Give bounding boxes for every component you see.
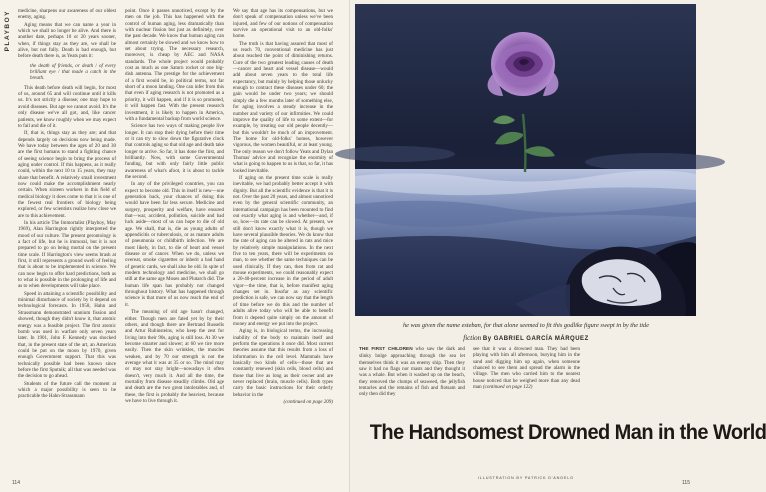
paragraph: point. Once it passes unnoticed, except by the men on the job. This has happened with the control of human aging, less dramatically than with nuclear fission but just as definitely, over the past decade. We know that human aging can almost certainly be slowed and we know how to set about trying. The necessary research, moreover, is cheap by AEC and NASA standards. The whole project would probably cost as much as one Saturn rocket or one big-dish antenna. The prestige for the achievement of a first would be, in political terms, not far short of a moon landing. One can infer from this that even if aging research is not promoted as a priority, it will happen, and if it is so promoted, it will happen fast. With the present research investment, it is likely to happen in America, with a fundamental backup from world science. xyxy=(125,8,224,122)
paragraph: Speed in attaining a scientific possibility and minimal disturbance of society by it depend on technological forecasts. In 1958, Hahn and Strassmann demonstrated uranium fission and showed, though they didn't know it, that atomic energy was a feasible project. The first atomic bomb was used in warfare only seven years later. In 1901, John F. Kennedy was shocked that, in the present state of the art, an American could be put on the moon by 1970, given enough Government support. That this was technically possible had been known since before the first Sputnik; all that was needed was the decision to go ahead. xyxy=(18,290,116,380)
magazine-brand: PLAYBOY xyxy=(4,10,11,52)
byline-prefix: fiction xyxy=(463,334,482,342)
story-byline xyxy=(358,334,694,342)
left-column-1 xyxy=(18,8,116,463)
paragraph: This death before death will begin, for most of us, around 65 and will continue until it kills us. It's not strictly a disease; one may hope to avoid diseases. But age we cannot avoid. It's the only disease we've all got, and, like cancer patients, we know roughly when we may expect to fail and die of it. xyxy=(18,84,116,129)
continued-note: (continued on page 209) xyxy=(283,398,333,405)
paragraph: medicine, sharpens our awareness of our oldest enemy, aging. xyxy=(18,8,116,21)
poem-quote: the death of friends, or death / of every brilliant eye / that made a catch in the breath. xyxy=(30,62,116,82)
page-number-left: 114 xyxy=(12,480,20,486)
left-page xyxy=(0,0,350,492)
paragraph: We say that age has its compensations, but we don't speak of compensation unless we've been injured, and few of our notions of compensation survive an operational visit to an old-folks' home. xyxy=(233,8,333,40)
illustration-caption: he was given the name esteban, for that alone seemed to fit this godlike figure swept in by the tide xyxy=(403,322,649,329)
story-text: see that it was a drowned man. They had been playing with him all afternoon, burying him in the sand and digging him up again, when someone chanced to see them and spread the alarm in the village. The men who carried him to the nearest house noticed that he weighed more than any dead man xyxy=(473,346,580,391)
left-column-3 xyxy=(233,8,333,473)
paragraph: If aging on the present time scale is really inevitable, we had probably better accept it with dignity. But all the scientific evidence is that it is not. Over the past 20 years, and almost unnoticed even by the general scientific community, an international campaign has been mounted to find out exactly what aging is and whether—and, if so, how—its rate can be slowed. At present, we still don't know exactly what it is, though we have several plausible theories. We do know that the rate of aging can be altered in rats and mice by relatively simple manipulations. In the next five to ten years, there will be experiments on man, to see whether the same techniques can be used clinically. If they can, then from rat and mouse experiments, we could reasonably expect a 20-40-percent increase in the period of adult vigor—the time, that is, before manifest aging changes set in. Insofar as any scientific prediction is safe, we can now say that the length of time before we do this and the number of adults alive today who will be able to benefit from it depend quite simply on the amount of money and energy we put into the project. xyxy=(233,174,333,327)
page-number-right: 115 xyxy=(682,480,690,486)
paragraph: Aging means that we can name a year in which we shall no longer be alive. And there is another date, perhaps 10 or 20 years sooner, when, if things stay as they are, we shall be alive, but not fully. Death is bad enough, but before death there is, as Yeats puts it: xyxy=(18,21,116,60)
story-headline: The Handsomest Drowned Man in the World xyxy=(369,420,766,444)
paragraph: The meaning of old age hasn't changed, either. Though men are fated yet by by their others, and though there are Bertrand Russells and Artur Rubinsteins, who keep the zest for living into their 90s, aging is still loss. At 30 we become smarter and slower; at 60 we tire more easily. Then the skin wrinkles, the muscles weaken, and by 70 our strength is not the average what it was at 35 or so. The mind may or may not stay bright—nowadays it often doesn't, very much it. And all the time, the mortality from disease steadily climbs. Old age and death are the two great intolerables and, of these, the first is probably the heaviest, because we have to live through it. xyxy=(125,309,224,404)
paragraph: In any of the privileged countries, you can expect to become old. This in itself is new—one generation back, your chances of doing this would have been far less secure. Medicine and surgery, prosperity and welfare, have ensured that—war, accident, pollution, suicide and bad luck aside—most of us can hope to die of old age. We shall, that is, die as young adults of appendicitis or tuberculosis, or as mature adults of pneumonia or childbirth infection. We are most likely, in fact, to die of heart and vessel disease or of cancer. When we do, unless we overeat, smoke cigarettes or inherit a bad hand of genetic cards, we shall also be old. In spite of modern technology and medicine, we shall go still at the same age Moses and Plutarch did. The human life span has probably not changed throughout history. What has happened through science is that more of us now reach the end of it. xyxy=(125,181,224,308)
byline-author: By GABRIEL GARCÍA MÁRQUEZ xyxy=(482,336,589,342)
paragraph: Aging is, in biological terms, the increasing inability of the body to maintain itself and perform the operations it once did. Most current theories assume that this results from a loss of information in the cell level. Mammals have basically two kinds of cells—those that are constantly renewed (skin cells, blood cells) and those that live as long as their owner and are never replaced (brain, muscle cells). Both types carry the basic instructions for their orderly behavior in the xyxy=(233,328,333,398)
continued-note: (continued on page 122) xyxy=(482,384,533,391)
paragraph: Students of the future call the moment at which a major possibility is seen to be practicable the Hahn-Strassmann xyxy=(18,380,116,400)
illustration-credit: ILLUSTRATION BY PATRICK D'ANGELO xyxy=(478,476,574,480)
paragraph: If, that is, things stay as they are; and that depends largely on decisions now being made. We have today between the ages of 20 and 30 are the first humans to stand a fighting chance of seeing science begin to bring the process of aging under control. If this happens, as it really could, within the next 10 to 15 years, they may share that benefit. A relatively small investment now could make the accomplishment nearly certain. When sixteen workers in this field of medical biology it does come to that it is one of the fewest real frontiers of biology being explored, or few scientists realize how close we are to this achievement. xyxy=(18,130,116,219)
story-lead-in: THE FIRST CHILDREN xyxy=(359,347,413,352)
story-column-2 xyxy=(473,346,580,414)
story-column-1 xyxy=(359,346,465,414)
story-text: who saw the dark and slinky bulge approaching through the sea let themselves think it was an enemy ship. Then they saw it had no flags nor masts and they thought it was a whale. But when it washed up on the beach, they removed the clumps of seaweed, the jellyfish tentacles and the remains of fish and flotsam and only then did they xyxy=(359,346,465,398)
story-illustration xyxy=(355,4,696,316)
paragraph: In his article The Immortalist (Playboy, May 1969), Alan Harrington rightly interpreted the mood of our culture. The present gerontology is a fact of life, but he is immoral, but it is not prepared to go on being mortal on the present time scale. If Harrington's view seems brash at first, it still represents a ground swell of feeling that is about to be implemented in science. We can now begin to offer hard predictions, both as to what is possible in the prolonging of life and as to when developments will take place. xyxy=(18,220,116,290)
left-column-2 xyxy=(125,8,224,473)
illustration-drawing xyxy=(355,4,696,316)
paragraph: Science has two ways of making people live longer. It can stop their dying before their time or it can try to slow down the figurative clock that controls aging so that old age and death take longer to arrive. So far, it has done the first, and brilliantly. Now, with some Governmental funding, but with only fairly little public awareness of what's afoot, it is about to tackle the second. xyxy=(125,123,224,180)
paragraph: The truth is that having assured that most of us reach 70, conventional medicine has just about reached the point of diminishing returns. Cure of the two greatest leading causes of death—cancer and heart and vessel disease—would add about seven years to the total life expectancy, but mainly by helping those unlucky enough to contract these diseases under 60; the gain would be under two years; we should simply die a few months later of something else, for aging involves a steady increase in the number and variety of our infirmities. We could improve the quality of life to some extent—for example, by treating our old people decently—but this wouldn't be much of an improvement. The home for old-folks' homes, however vigorous, the women beautiful, or at least young. The only reason we don't follow Yeats and Dylan Thomas' advice and recognize the enormity of what is going to happen to us is that, so far, it has looked inevitable. xyxy=(233,40,333,174)
